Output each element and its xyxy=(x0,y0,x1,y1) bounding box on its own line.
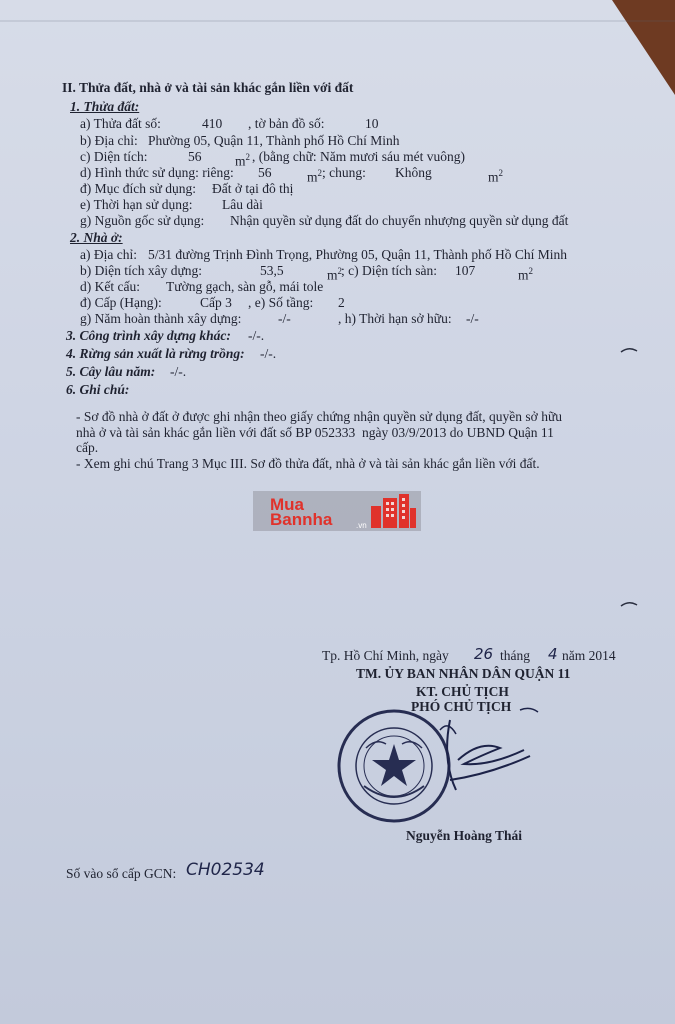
land-e-label: e) Thời hạn sử dụng: xyxy=(80,197,193,212)
paper-fold-line xyxy=(0,20,675,22)
land-map-number: 10 xyxy=(365,116,379,131)
note-line-4: - Xem ghi chú Trang 3 Mục III. Sơ đồ thửa đất, nhà ở và tài sản khác gắn liền với đất. xyxy=(76,456,540,471)
signing-title: PHÓ CHỦ TỊCH xyxy=(411,699,512,714)
house-build-unit xyxy=(327,263,342,284)
house-completion-year: -/- xyxy=(278,311,291,326)
house-e-label: , e) Số tầng: xyxy=(248,295,314,310)
land-area-unit-m: m xyxy=(235,153,246,169)
land-map-label: , tờ bản đồ số: xyxy=(248,116,325,131)
land-address: Phường 05, Quận 11, Thành phố Hồ Chí Minh xyxy=(148,133,400,148)
land-dd-label: đ) Mục đích sử dụng: xyxy=(80,181,197,196)
land-shared-unit xyxy=(488,165,503,186)
date-month-handwritten: 4 xyxy=(548,645,558,663)
house-heading: 2. Nhà ở: xyxy=(70,230,123,245)
house-a-label: a) Địa chỉ: xyxy=(80,247,137,262)
land-private-unit-m: m xyxy=(307,169,318,185)
land-plot-number: 410 xyxy=(202,116,223,131)
section-title: II. Thửa đất, nhà ở và tài sản khác gắn liền với đất xyxy=(62,80,354,95)
land-shared-value: Không xyxy=(395,165,432,180)
house-floor-area: 107 xyxy=(455,263,476,278)
land-area-unit-sup: 2 xyxy=(245,152,251,162)
land-shared-unit-sup: 2 xyxy=(498,168,504,178)
house-address: 5/31 đường Trịnh Đình Trọng, Phường 05, Quận 11, Thành phố Hồ Chí Minh xyxy=(148,247,567,262)
land-a-label: a) Thửa đất số: xyxy=(80,116,161,131)
house-b-label: b) Diện tích xây dựng: xyxy=(80,263,203,278)
building-icon xyxy=(369,494,417,528)
land-private-area: 56 xyxy=(258,165,272,180)
note-line-1: - Sơ đồ nhà ở đất ở được ghi nhận theo giấy chứng nhận quyền sử dụng đất, quyền sở hữu xyxy=(76,409,563,424)
registry-label: Số vào sổ cấp GCN: xyxy=(66,866,177,881)
house-floor-unit xyxy=(518,263,533,284)
land-term: Lâu dài xyxy=(222,197,263,212)
handwritten-signature xyxy=(420,690,560,810)
land-b-label: b) Địa chỉ: xyxy=(80,133,138,148)
notes-heading: 6. Ghi chú: xyxy=(66,382,130,397)
note-line-3: cấp. xyxy=(76,440,99,455)
house-build-unit-sup: 2 xyxy=(337,266,343,276)
house-floor-unit-sup: 2 xyxy=(528,266,534,276)
land-area-unit xyxy=(235,149,250,170)
house-dd-label: đ) Cấp (Hạng): xyxy=(80,295,162,310)
land-area: 56 xyxy=(188,149,202,164)
date-prefix: Tp. Hồ Chí Minh, ngày xyxy=(322,648,449,663)
land-origin: Nhận quyền sử dụng đất do chuyển nhượng quyền sử dụng đất xyxy=(230,213,569,228)
land-private-unit-sup: 2 xyxy=(317,168,323,178)
house-ownership-term: -/- xyxy=(466,311,479,326)
perennial-value: -/-. xyxy=(170,364,187,379)
date-day-handwritten: 26 xyxy=(474,645,494,663)
house-d-label: d) Kết cấu: xyxy=(80,279,140,294)
other-works-heading: 3. Công trình xây dựng khác: xyxy=(66,328,231,343)
house-structure: Tường gạch, sàn gỗ, mái tole xyxy=(166,279,324,294)
house-g-label: g) Năm hoàn thành xây dựng: xyxy=(80,311,242,326)
land-heading: 1. Thửa đất: xyxy=(70,99,140,114)
other-works-value: -/-. xyxy=(248,328,265,343)
land-shared-unit-m: m xyxy=(488,169,499,185)
house-grade: Cấp 3 xyxy=(200,295,232,310)
watermark-logo xyxy=(253,491,421,531)
house-c-label: ; c) Diện tích sàn: xyxy=(341,263,437,278)
house-h-label: , h) Thời hạn sở hữu: xyxy=(338,311,452,326)
forest-heading: 4. Rừng sản xuất là rừng trồng: xyxy=(66,346,245,361)
margin-mark xyxy=(620,600,638,608)
date-month-label: tháng xyxy=(500,648,530,663)
land-g-label: g) Nguồn gốc sử dụng: xyxy=(80,213,205,228)
watermark-line1: Mua xyxy=(270,495,304,514)
watermark-suffix: .vn xyxy=(356,521,367,530)
house-floors: 2 xyxy=(338,295,345,310)
signing-org: TM. ỦY BAN NHÂN DÂN QUẬN 11 xyxy=(356,666,571,681)
land-area-words: , (bằng chữ: Năm mươi sáu mét vuông) xyxy=(252,149,465,164)
land-c-label: c) Diện tích: xyxy=(80,149,148,164)
signing-kt: KT. CHỦ TỊCH xyxy=(416,684,509,699)
house-floor-unit-m: m xyxy=(518,267,529,283)
land-private-unit xyxy=(307,165,322,186)
house-build-unit-m: m xyxy=(327,267,338,283)
registry-number-handwritten: CH02534 xyxy=(186,860,265,880)
land-purpose: Đất ở tại đô thị xyxy=(212,181,294,196)
land-shared-label: ; chung: xyxy=(322,165,366,180)
signer-name: Nguyễn Hoàng Thái xyxy=(406,828,523,843)
forest-value: -/-. xyxy=(260,346,277,361)
date-year: năm 2014 xyxy=(562,648,616,663)
note-line-2: nhà ở và tài sản khác gắn liền với đất số BP 052333 ngày 03/9/2013 do UBND Quận 11 xyxy=(76,425,554,440)
margin-mark xyxy=(620,346,638,354)
perennial-heading: 5. Cây lâu năm: xyxy=(66,364,156,379)
land-d-label: d) Hình thức sử dụng: riêng: xyxy=(80,165,234,180)
watermark-line2: Bannha xyxy=(270,510,333,529)
house-build-area: 53,5 xyxy=(260,263,284,278)
